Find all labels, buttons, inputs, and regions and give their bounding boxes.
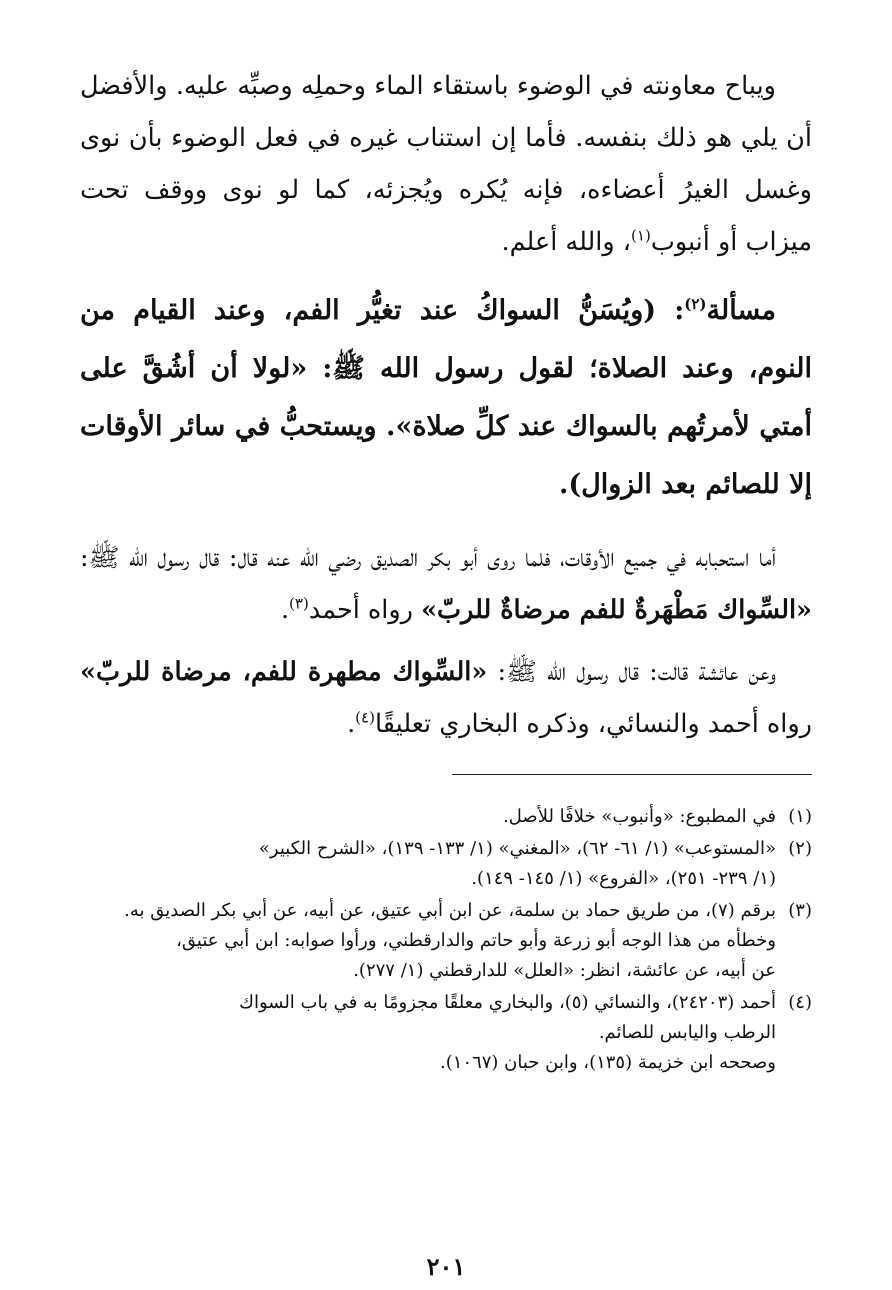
paragraph-4-end: . [347, 709, 356, 739]
footnote-ref-1[interactable]: (١) [631, 226, 651, 245]
footnotes-section [80, 802, 812, 1080]
footnote-line: «المستوعب» (١/ ٦١- ٦٢)، «المغني» (١/ ١٣٣- ١٣٩)، «الشرح الكبير» [258, 838, 776, 859]
paragraph-3-end: . [280, 595, 290, 625]
footnote-line: في المطبوع: «وأنبوب» خلافًا للأصل. [503, 806, 776, 827]
footnote-3 [80, 896, 812, 986]
footnote-4 [80, 988, 812, 1078]
paragraph-1-tail: ، والله أعلم. [501, 227, 632, 257]
footnote-body [80, 834, 776, 894]
footnote-line: أحمد (٢٤٢٠٣)، والنسائي (٥)، والبخاري معلقًا مجزومًا به في باب السواك [239, 992, 776, 1013]
masalah-heading: مسألة [706, 295, 776, 326]
footnote-divider [452, 774, 812, 775]
masalah-text: : (ويُسَنُّ السواكُ عند تغيُّر الفم، وعند القيام من النوم، وعند الصلاة؛ لقول رسول الله ﷺ: «لولا أن أشُقَّ على أمتي لأمرتُهم بالسواك عند كلِّ صلاة». ويستحبُّ في سائر الأوقات إلا للصائم بعد الزوال). [80, 295, 812, 500]
paragraph-3 [80, 532, 812, 636]
footnote-2 [80, 834, 812, 894]
footnote-number: (١) [788, 806, 812, 827]
paragraph-4-tail: رواه أحمد والنسائي، وذكره البخاري تعليقًا [374, 709, 812, 739]
footnote-number: (٢) [788, 838, 812, 859]
footnote-line: برقم (٧)، من طريق حماد بن سلمة، عن ابن أبي عتيق، عن أبيه، عن أبي بكر الصديق به. [124, 900, 776, 921]
masalah-paragraph [80, 282, 812, 514]
paragraph-4 [80, 646, 812, 750]
page-number: ٢٠١ [426, 1252, 466, 1281]
footnote-line: وصححه ابن خزيمة (١٣٥)، وابن حبان (١٠٦٧). [439, 1052, 776, 1073]
footnote-ref-2[interactable]: (٢) [684, 295, 707, 313]
footnote-1 [80, 802, 812, 832]
footnote-ref-3[interactable]: (٣) [289, 594, 309, 613]
footnote-body [80, 988, 776, 1078]
footnote-ref-4[interactable]: (٤) [355, 708, 375, 727]
paragraph-1 [80, 60, 812, 268]
paragraph-3-tail: رواه أحمد [308, 595, 422, 625]
footnote-body [80, 802, 776, 832]
footnote-line: (١/ ٢٣٩- ٢٥١)، «الفروع» (١/ ١٤٥- ١٤٩). [471, 868, 776, 889]
footnote-line: وخطأه من هذا الوجه أبو زرعة وأبو حاتم والدارقطني، ورأوا صوابه: ابن أبي عتيق، [176, 930, 776, 951]
book-page [80, 60, 812, 1281]
hadith-quote-2: «السِّواك مطهرة للفم، مرضاة للربّ» [80, 657, 488, 687]
footnote-body [80, 896, 776, 986]
hadith-quote-1: «السِّواك مَطْهَرةٌ للفم مرضاةٌ للربّ» [421, 595, 812, 625]
paragraph-1-text: ويباح معاونته في الوضوء باستقاء الماء وحملِه وصبِّه عليه. والأفضل أن يلي هو ذلك بنفسه. فأما إن استناب غيره في فعل الوضوء بأن نوى وغسل الغيرُ أعضاءه، فإنه يُكره ويُجزئه، كما لو نوى ووقف تحت ميزاب أو أنبوب [80, 71, 812, 257]
paragraph-4-text: وعن عائشة قالت: قال رسول الله ﷺ: [487, 657, 776, 687]
footnote-line: عن أبيه، عن عائشة، انظر: «العلل» للدارقطني (١/ ٢٧٧). [353, 960, 776, 981]
footnote-line: الرطب واليابس للصائم. [598, 1022, 776, 1043]
footnote-number: (٣) [788, 900, 812, 921]
paragraph-3-text: أما استحبابه في جميع الأوقات، فلما روى أبو بكر الصديق رضي الله عنه قال: قال رسول الله ﷺ: [80, 543, 776, 573]
footnote-number: (٤) [788, 992, 812, 1013]
